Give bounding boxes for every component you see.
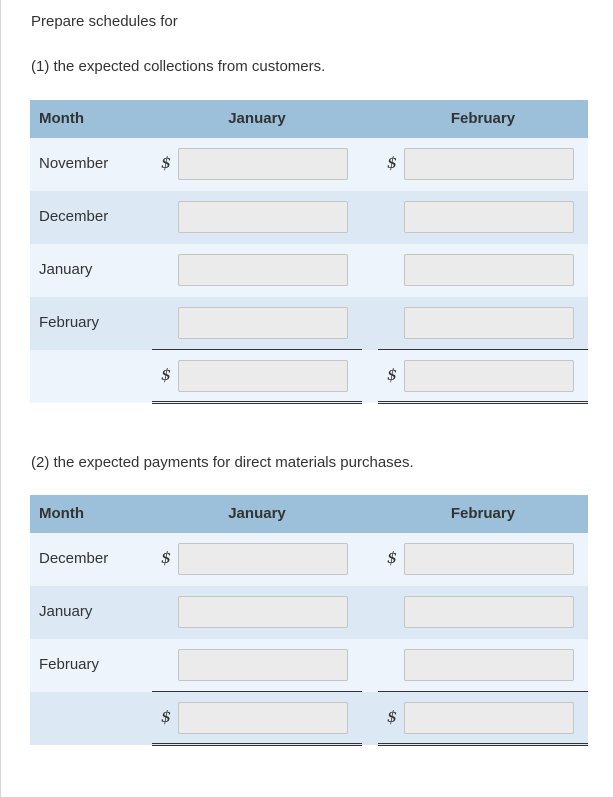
currency-symbol: $ xyxy=(161,707,172,726)
total-february-input[interactable] xyxy=(404,702,574,734)
january-february-input[interactable] xyxy=(404,254,574,286)
total-january-input[interactable] xyxy=(178,702,348,734)
february-january-input[interactable] xyxy=(178,307,348,339)
currency-symbol: $ xyxy=(387,153,398,172)
column-header-february: February xyxy=(450,110,516,127)
total-double-rule xyxy=(378,743,588,746)
column-header-month: Month xyxy=(39,505,84,522)
row-label: February xyxy=(39,314,100,331)
section1-heading: (1) the expected collections from customers. xyxy=(31,58,326,75)
december-january-input[interactable] xyxy=(178,201,348,233)
december-january-input[interactable] xyxy=(178,543,348,575)
total-double-rule xyxy=(378,401,588,404)
table-row xyxy=(30,138,588,191)
table-row xyxy=(30,639,588,692)
january-february-input[interactable] xyxy=(404,596,574,628)
table-row xyxy=(30,586,588,639)
left-border xyxy=(0,0,1,797)
currency-symbol: $ xyxy=(161,365,172,384)
section2-heading: (2) the expected payments for direct materials purchases. xyxy=(31,454,414,471)
subtotal-rule xyxy=(152,349,362,350)
payments-table xyxy=(30,495,588,745)
total-double-rule xyxy=(152,743,362,746)
column-header-february: February xyxy=(450,505,516,522)
total-double-rule xyxy=(152,401,362,404)
row-label: November xyxy=(39,155,109,172)
january-january-input[interactable] xyxy=(178,596,348,628)
column-header-month: Month xyxy=(39,110,84,127)
column-header-january: January xyxy=(228,110,286,127)
total-row xyxy=(30,692,588,745)
currency-symbol: $ xyxy=(161,548,172,567)
currency-symbol: $ xyxy=(161,153,172,172)
total-row xyxy=(30,350,588,403)
january-january-input[interactable] xyxy=(178,254,348,286)
table-row xyxy=(30,244,588,297)
total-january-input[interactable] xyxy=(178,360,348,392)
currency-symbol: $ xyxy=(387,707,398,726)
currency-symbol: $ xyxy=(387,365,398,384)
instructions-text: Prepare schedules for xyxy=(31,13,178,30)
november-january-input[interactable] xyxy=(178,148,348,180)
table-row xyxy=(30,533,588,586)
row-label: December xyxy=(39,550,109,567)
february-january-input[interactable] xyxy=(178,649,348,681)
subtotal-rule xyxy=(378,691,588,692)
february-february-input[interactable] xyxy=(404,649,574,681)
column-header-january: January xyxy=(228,505,286,522)
table-header xyxy=(30,495,588,533)
row-label: February xyxy=(39,656,100,673)
collections-table xyxy=(30,100,588,403)
december-february-input[interactable] xyxy=(404,201,574,233)
subtotal-rule xyxy=(378,349,588,350)
november-february-input[interactable] xyxy=(404,148,574,180)
table-row xyxy=(30,191,588,244)
december-february-input[interactable] xyxy=(404,543,574,575)
currency-symbol: $ xyxy=(387,548,398,567)
february-february-input[interactable] xyxy=(404,307,574,339)
subtotal-rule xyxy=(152,691,362,692)
table-header xyxy=(30,100,588,138)
table-row xyxy=(30,297,588,350)
row-label: December xyxy=(39,208,109,225)
row-label: January xyxy=(39,261,93,278)
total-february-input[interactable] xyxy=(404,360,574,392)
row-label: January xyxy=(39,603,93,620)
